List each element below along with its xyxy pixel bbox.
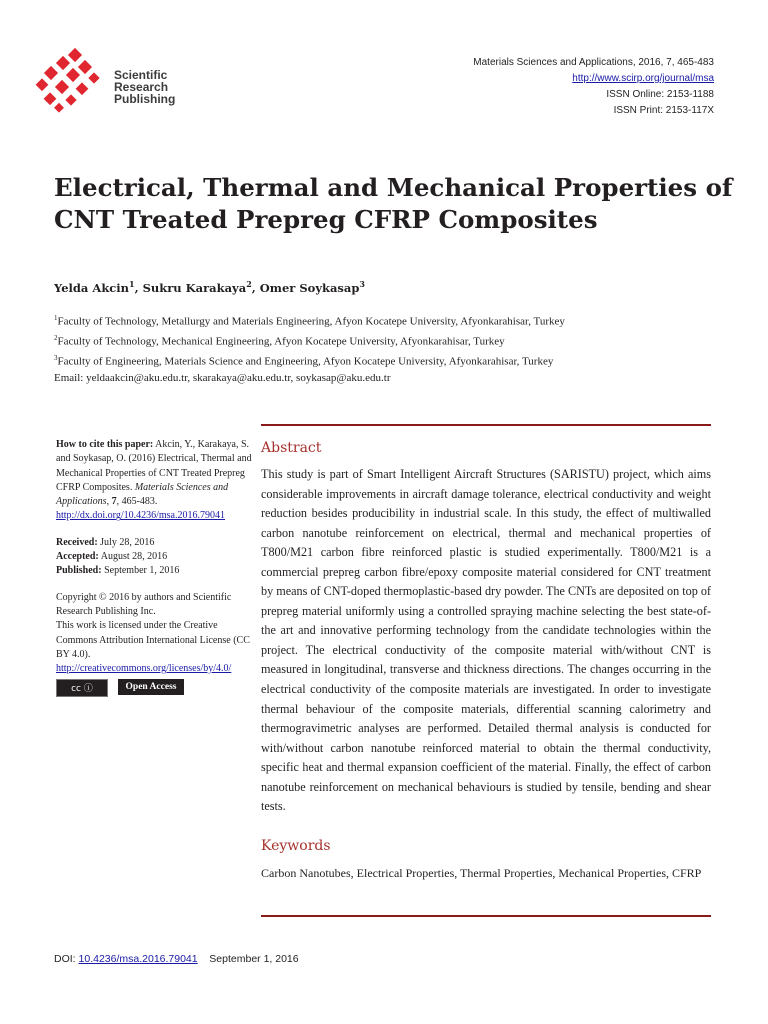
cite-text: Akcin, Y., Karakaya, S. and Soykasap, O. (2016) Electrical, Thermal and Mechanical Properties of CNT Treated Prepreg CFRP Composites. bbox=[56, 439, 252, 493]
cite-label: How to cite this paper: bbox=[56, 439, 154, 450]
how-to-cite: How to cite this paper: Akcin, Y., Karakaya, S. and Soykasap, O. (2016) Electrical, Thermal and Mechanical Properties of CNT Treated Prepreg CFRP Composites. Materials Sciences and Applications, 7, 465-483. http://dx.doi.org/10.4236/msa.2016.79041 bbox=[56, 439, 252, 522]
abstract-heading: Abstract bbox=[261, 440, 322, 456]
publisher-name-line3: Publishing bbox=[114, 92, 176, 106]
author-name: Yelda Akcin bbox=[54, 280, 130, 295]
published-label: Published: bbox=[56, 565, 102, 577]
accepted-date: August 28, 2016 bbox=[100, 551, 168, 563]
affiliations bbox=[54, 310, 614, 386]
received-row bbox=[56, 536, 254, 550]
journal-url-link[interactable]: http://www.scirp.org/journal/msa bbox=[572, 73, 714, 84]
published-row bbox=[56, 564, 254, 578]
author-name: Sukru Karakaya bbox=[142, 280, 247, 295]
keywords-body: Carbon Nanotubes, Electrical Properties, Thermal Properties, Mechanical Properties, CFRP bbox=[261, 866, 702, 880]
license-statement: This work is licensed under the Creative Commons Attribution International License (CC BY 4.0). bbox=[56, 620, 250, 660]
issn-print: ISSN Print: 2153-117X bbox=[613, 105, 714, 116]
author-affiliation-sup: 2 bbox=[246, 279, 252, 289]
received-label: Received: bbox=[56, 536, 98, 548]
cite-journal: Materials Sciences and Applications bbox=[56, 481, 229, 508]
cc-by-badge-icon[interactable]: cc ⓘ bbox=[56, 679, 108, 697]
top-divider bbox=[261, 424, 711, 426]
license-link[interactable]: http://creativecommons.org/licenses/by/4.0/ bbox=[56, 663, 232, 675]
affiliation-sup: 1 bbox=[54, 314, 58, 322]
issn-online: ISSN Online: 2153-1188 bbox=[606, 89, 714, 100]
publisher-name-line1: Scientific bbox=[114, 68, 168, 82]
license-info bbox=[56, 591, 254, 698]
paper-title-line2: CNT Treated Prepreg CFRP Composites bbox=[54, 205, 598, 234]
journal-info bbox=[473, 55, 714, 119]
affiliation-item bbox=[54, 350, 614, 370]
footer-date: September 1, 2016 bbox=[209, 953, 299, 965]
paper-title bbox=[54, 172, 734, 236]
author-affiliation-sup: 1 bbox=[129, 279, 135, 289]
author-affiliation-sup: 3 bbox=[359, 279, 365, 289]
cite-doi-link[interactable]: http://dx.doi.org/10.4236/msa.2016.79041 bbox=[56, 510, 225, 522]
open-access-badge: Open Access bbox=[118, 679, 184, 695]
copyright-text: Copyright © 2016 by authors and Scientific Research Publishing Inc. bbox=[56, 591, 232, 617]
publisher-name-line2: Research bbox=[114, 80, 169, 94]
affiliation-sup: 2 bbox=[54, 333, 58, 342]
side-info-column bbox=[56, 438, 254, 697]
affiliation-text: Faculty of Technology, Mechanical Engineering, Afyon Kocatepe University, Afyonkarahisar, Turkey bbox=[57, 335, 505, 348]
accepted-label: Accepted: bbox=[56, 551, 99, 563]
footer-doi-link[interactable]: 10.4236/msa.2016.79041 bbox=[78, 953, 198, 965]
abstract-body: This study is part of Smart Intelligent Aircraft Structures (SARISTU) project, which aims considerable improvements in aircraft damage tolerance, electrical conductivity and weight reduction besides producibility in industrial scale. In this study, the effect of multiwalled carbon nanotube reinforcement on electrical, thermal and mechanical properties of T800/M21 carbon fibre reinforced plastic is studied experimentally. T800/M21 is a commercial prepreg carbon fibre/epoxy composite material considered for CNT treatment by means of CNT-doped thermoplastic-based dry powder. The CNTs are deposited on top of prepreg material uniformly using a controlled spraying machine selecting the best state-of-the art and innovative performing technology from the candidate technologies within the project. The electrical conductivity of the composite material with/without CNT is measured in longitudinal, transverse and thickness directions. The changes occurring in the electrical conductivity of the composite materials are investigated. In order to investigate thermal behaviour of the composite materials, differential scanning calorimetry and thermogravimetric analyses are performed. Detailed thermal analysis is conducted for with/without carbon nanotube reinforced material to obtain the thermal conductivity, specific heat and thermal expansion coefficient of the material. Finally, the effect of carbon nanotube reinforcement on mechanical behaviours is studied by tensile, bending and shear tests. bbox=[261, 467, 711, 814]
paper-title-line1: Electrical, Thermal and Mechanical Properties of bbox=[54, 173, 733, 202]
author-name: Omer Soykasap bbox=[259, 280, 360, 295]
publisher-logo bbox=[32, 44, 192, 114]
published-date: September 1, 2016 bbox=[104, 565, 180, 577]
author-list: Yelda Akcin$^1$, Sukru Karakaya$^2$, Omer Soykasap$^3$ bbox=[54, 279, 365, 295]
scirp-diamond-logo-icon bbox=[32, 44, 116, 114]
bottom-divider bbox=[261, 915, 711, 917]
received-date: July 28, 2016 bbox=[100, 536, 155, 548]
accepted-row bbox=[56, 550, 254, 564]
journal-citation: Materials Sciences and Applications, 2016, 7, 465-483 bbox=[473, 57, 714, 68]
footer-doi-label: DOI: bbox=[54, 953, 76, 965]
email-line: Email: yeldaakcin@aku.edu.tr, skarakaya@aku.edu.tr, soykasap@aku.edu.tr bbox=[54, 371, 391, 384]
affiliation-text: Faculty of Technology, Metallurgy and Materials Engineering, Afyon Kocatepe University, Afyonkarahisar, Turkey bbox=[57, 315, 565, 328]
cite-pages: , 465-483. bbox=[116, 496, 158, 508]
page-footer bbox=[54, 953, 299, 965]
affiliation-item bbox=[54, 310, 614, 330]
affiliation-text: Faculty of Engineering, Materials Science and Engineering, Afyon Kocatepe University, Afyonkarahisar, Turkey bbox=[57, 355, 554, 368]
affiliation-item bbox=[54, 330, 614, 350]
cite-volume: 7 bbox=[111, 496, 117, 508]
license-badges bbox=[56, 679, 254, 697]
affiliation-sup: 3 bbox=[54, 353, 58, 362]
publication-dates bbox=[56, 536, 254, 579]
keywords-heading: Keywords bbox=[261, 838, 331, 854]
publisher-name bbox=[114, 69, 175, 105]
